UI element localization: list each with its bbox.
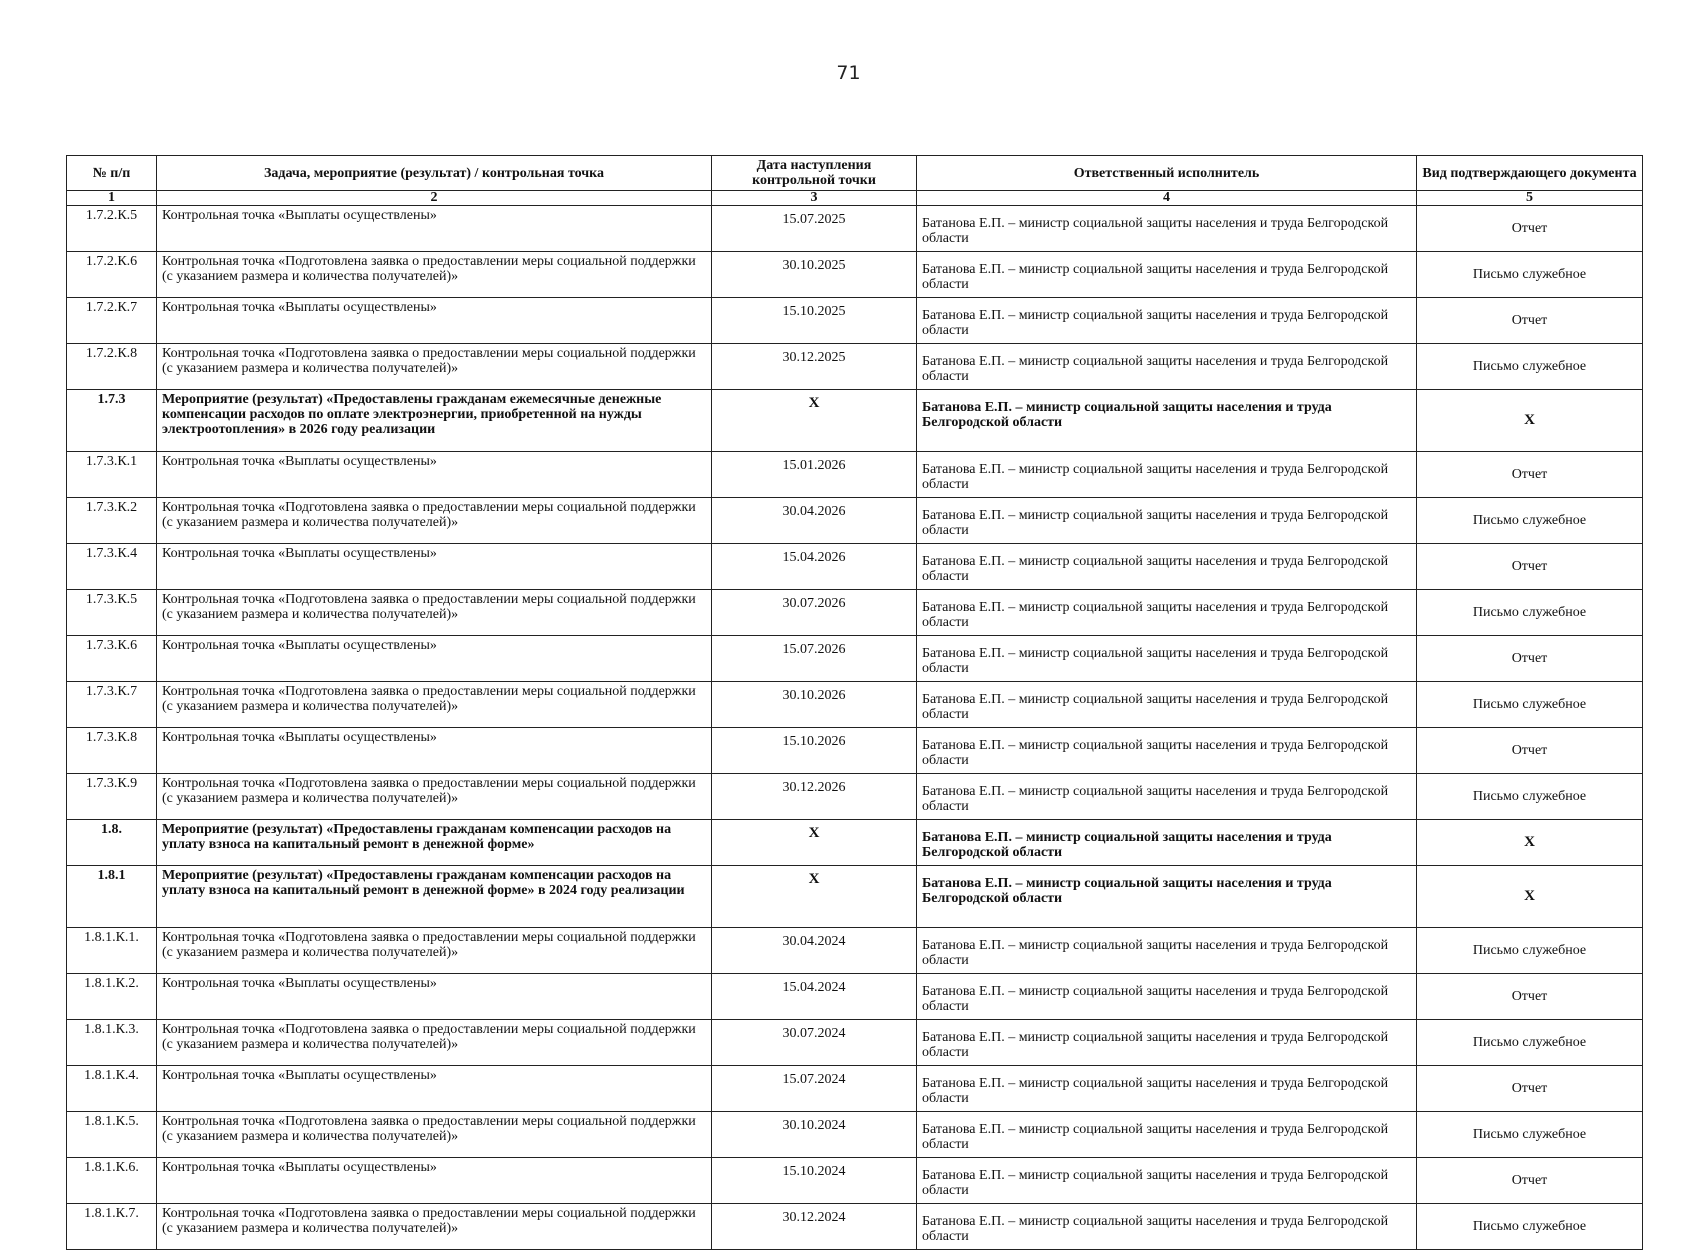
row-number: 1.7.2.К.8 [67,344,157,390]
row-task: Контрольная точка «Выплаты осуществлены» [157,974,712,1020]
row-number: 1.8.1.К.5. [67,1112,157,1158]
header-doc-type: Вид подтверждающего документа [1417,156,1643,191]
column-number: 2 [157,191,712,206]
row-responsible: Батанова Е.П. – министр социальной защиты населения и труда Белгородской области [917,590,1417,636]
table-row [67,774,1643,820]
row-date: 30.10.2025 [712,252,917,298]
header-date: Дата наступления контрольной точки [712,156,917,191]
row-doc-type: Письмо служебное [1417,1204,1643,1250]
row-task: Контрольная точка «Подготовлена заявка о предоставлении меры социальной поддержки (с указанием размера и количества получателей)» [157,1112,712,1158]
header-row [67,156,1643,191]
row-number: 1.7.3.К.6 [67,636,157,682]
row-number: 1.7.3.К.7 [67,682,157,728]
row-doc-type: Письмо служебное [1417,498,1643,544]
table-row [67,1066,1643,1112]
row-responsible: Батанова Е.П. – министр социальной защиты населения и труда Белгородской области [917,636,1417,682]
row-number: 1.7.3.К.8 [67,728,157,774]
row-responsible: Батанова Е.П. – министр социальной защиты населения и труда Белгородской области [917,390,1417,452]
row-date: 15.04.2024 [712,974,917,1020]
row-task: Мероприятие (результат) «Предоставлены гражданам компенсации расходов на уплату взноса на капитальный ремонт в денежной форме» [157,820,712,866]
row-date: X [712,820,917,866]
row-responsible: Батанова Е.П. – министр социальной защиты населения и труда Белгородской области [917,974,1417,1020]
row-responsible: Батанова Е.П. – министр социальной защиты населения и труда Белгородской области [917,928,1417,974]
row-task: Контрольная точка «Подготовлена заявка о предоставлении меры социальной поддержки (с указанием размера и количества получателей)» [157,590,712,636]
row-number: 1.7.3.К.4 [67,544,157,590]
row-doc-type: Отчет [1417,298,1643,344]
column-number: 4 [917,191,1417,206]
row-doc-type: Отчет [1417,452,1643,498]
row-responsible: Батанова Е.П. – министр социальной защиты населения и труда Белгородской области [917,728,1417,774]
row-task: Контрольная точка «Подготовлена заявка о предоставлении меры социальной поддержки (с указанием размера и количества получателей)» [157,252,712,298]
row-number: 1.8.1.К.2. [67,974,157,1020]
page-number: 71 [836,62,861,84]
table-header [67,156,1643,206]
table-row [67,636,1643,682]
row-date: X [712,390,917,452]
row-number: 1.7.3.К.2 [67,498,157,544]
row-date: 15.10.2026 [712,728,917,774]
row-task: Контрольная точка «Выплаты осуществлены» [157,636,712,682]
row-number: 1.7.2.К.7 [67,298,157,344]
row-doc-type: Письмо служебное [1417,590,1643,636]
table-row [67,498,1643,544]
row-responsible: Батанова Е.П. – министр социальной защиты населения и труда Белгородской области [917,774,1417,820]
row-responsible: Батанова Е.П. – министр социальной защиты населения и труда Белгородской области [917,1112,1417,1158]
row-responsible: Батанова Е.П. – министр социальной защиты населения и труда Белгородской области [917,1158,1417,1204]
row-responsible: Батанова Е.П. – министр социальной защиты населения и труда Белгородской области [917,206,1417,252]
column-numbers-row [67,191,1643,206]
row-responsible: Батанова Е.П. – министр социальной защиты населения и труда Белгородской области [917,820,1417,866]
table-row [67,682,1643,728]
row-date: X [712,866,917,928]
row-task: Контрольная точка «Выплаты осуществлены» [157,206,712,252]
row-number: 1.7.2.К.6 [67,252,157,298]
row-number: 1.8.1.К.6. [67,1158,157,1204]
row-date: 15.07.2026 [712,636,917,682]
row-doc-type: Отчет [1417,1158,1643,1204]
row-doc-type: Отчет [1417,974,1643,1020]
header-task: Задача, мероприятие (результат) / контрольная точка [157,156,712,191]
table-row [67,1112,1643,1158]
row-responsible: Батанова Е.П. – министр социальной защиты населения и труда Белгородской области [917,1204,1417,1250]
table-row [67,728,1643,774]
table-row [67,820,1643,866]
table-row [67,298,1643,344]
row-number: 1.7.3.К.5 [67,590,157,636]
row-number: 1.8.1.К.1. [67,928,157,974]
row-doc-type: X [1417,866,1643,928]
row-task: Контрольная точка «Подготовлена заявка о предоставлении меры социальной поддержки (с указанием размера и количества получателей)» [157,1204,712,1250]
row-doc-type: Отчет [1417,728,1643,774]
row-doc-type: Отчет [1417,206,1643,252]
row-number: 1.7.2.К.5 [67,206,157,252]
row-task: Контрольная точка «Выплаты осуществлены» [157,544,712,590]
row-task: Мероприятие (результат) «Предоставлены гражданам ежемесячные денежные компенсации расходов по оплате электроэнергии, приобретенной на нужды электроотопления» в 2026 году реализации [157,390,712,452]
row-date: 15.04.2026 [712,544,917,590]
table-row [67,206,1643,252]
row-date: 15.07.2025 [712,206,917,252]
table-row [67,1020,1643,1066]
row-task: Контрольная точка «Подготовлена заявка о предоставлении меры социальной поддержки (с указанием размера и количества получателей)» [157,928,712,974]
row-responsible: Батанова Е.П. – министр социальной защиты населения и труда Белгородской области [917,544,1417,590]
row-task: Контрольная точка «Подготовлена заявка о предоставлении меры социальной поддержки (с указанием размера и количества получателей)» [157,1020,712,1066]
row-task: Контрольная точка «Подготовлена заявка о предоставлении меры социальной поддержки (с указанием размера и количества получателей)» [157,682,712,728]
row-task: Контрольная точка «Выплаты осуществлены» [157,298,712,344]
table-row [67,974,1643,1020]
row-doc-type: Письмо служебное [1417,344,1643,390]
row-responsible: Батанова Е.П. – министр социальной защиты населения и труда Белгородской области [917,298,1417,344]
table-row [67,252,1643,298]
header-num: № п/п [67,156,157,191]
table-row [67,1158,1643,1204]
row-doc-type: Отчет [1417,1066,1643,1112]
row-responsible: Батанова Е.П. – министр социальной защиты населения и труда Белгородской области [917,252,1417,298]
control-points-table [66,155,1643,1250]
row-date: 30.10.2024 [712,1112,917,1158]
row-number: 1.8.1.К.3. [67,1020,157,1066]
row-date: 30.12.2026 [712,774,917,820]
row-doc-type: Отчет [1417,636,1643,682]
table-row [67,344,1643,390]
column-number: 1 [67,191,157,206]
row-doc-type: Отчет [1417,544,1643,590]
table-row [67,590,1643,636]
row-number: 1.8.1.К.4. [67,1066,157,1112]
row-date: 30.07.2026 [712,590,917,636]
row-responsible: Батанова Е.П. – министр социальной защиты населения и труда Белгородской области [917,498,1417,544]
row-doc-type: X [1417,390,1643,452]
row-number: 1.7.3.К.1 [67,452,157,498]
row-doc-type: Письмо служебное [1417,774,1643,820]
row-date: 30.10.2026 [712,682,917,728]
table-row [67,452,1643,498]
row-doc-type: Письмо служебное [1417,252,1643,298]
row-responsible: Батанова Е.П. – министр социальной защиты населения и труда Белгородской области [917,1066,1417,1112]
row-date: 15.01.2026 [712,452,917,498]
row-responsible: Батанова Е.П. – министр социальной защиты населения и труда Белгородской области [917,1020,1417,1066]
row-doc-type: Письмо служебное [1417,1020,1643,1066]
row-doc-type: Письмо служебное [1417,928,1643,974]
row-task: Контрольная точка «Выплаты осуществлены» [157,728,712,774]
row-date: 30.07.2024 [712,1020,917,1066]
row-task: Контрольная точка «Выплаты осуществлены» [157,452,712,498]
row-responsible: Батанова Е.П. – министр социальной защиты населения и труда Белгородской области [917,682,1417,728]
column-number: 3 [712,191,917,206]
row-task: Контрольная точка «Подготовлена заявка о предоставлении меры социальной поддержки (с указанием размера и количества получателей)» [157,498,712,544]
row-number: 1.7.3.К.9 [67,774,157,820]
row-date: 15.10.2024 [712,1158,917,1204]
row-date: 30.04.2026 [712,498,917,544]
row-doc-type: Письмо служебное [1417,682,1643,728]
row-date: 30.04.2024 [712,928,917,974]
row-task: Контрольная точка «Подготовлена заявка о предоставлении меры социальной поддержки (с указанием размера и количества получателей)» [157,774,712,820]
row-doc-type: Письмо служебное [1417,1112,1643,1158]
table-body [67,206,1643,1250]
row-date: 15.10.2025 [712,298,917,344]
row-date: 15.07.2024 [712,1066,917,1112]
row-responsible: Батанова Е.П. – министр социальной защиты населения и труда Белгородской области [917,866,1417,928]
row-number: 1.7.3 [67,390,157,452]
table-row [67,1204,1643,1250]
row-date: 30.12.2025 [712,344,917,390]
table-row [67,544,1643,590]
table-row [67,390,1643,452]
row-task: Контрольная точка «Подготовлена заявка о предоставлении меры социальной поддержки (с указанием размера и количества получателей)» [157,344,712,390]
row-responsible: Батанова Е.П. – министр социальной защиты населения и труда Белгородской области [917,344,1417,390]
row-responsible: Батанова Е.П. – министр социальной защиты населения и труда Белгородской области [917,452,1417,498]
row-doc-type: X [1417,820,1643,866]
row-number: 1.8.1 [67,866,157,928]
header-responsible: Ответственный исполнитель [917,156,1417,191]
table-row [67,928,1643,974]
row-task: Контрольная точка «Выплаты осуществлены» [157,1158,712,1204]
row-number: 1.8. [67,820,157,866]
row-number: 1.8.1.К.7. [67,1204,157,1250]
row-date: 30.12.2024 [712,1204,917,1250]
row-task: Контрольная точка «Выплаты осуществлены» [157,1066,712,1112]
row-task: Мероприятие (результат) «Предоставлены гражданам компенсации расходов на уплату взноса на капитальный ремонт в денежной форме» в 2024 году реализации [157,866,712,928]
column-number: 5 [1417,191,1643,206]
table-row [67,866,1643,928]
